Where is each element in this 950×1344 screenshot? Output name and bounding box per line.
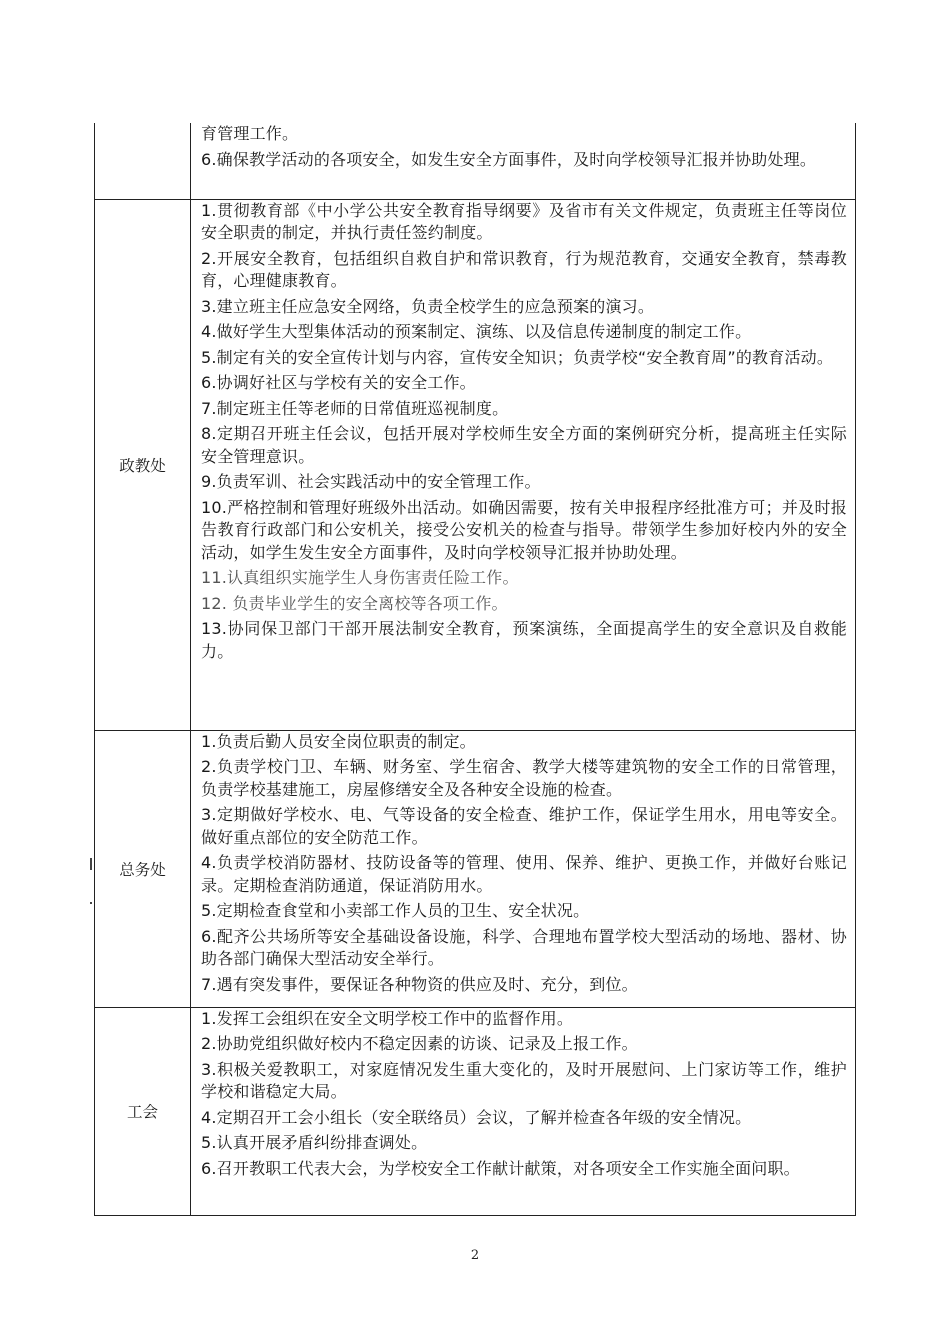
duty-item: 7.制定班主任等老师的日常值班巡视制度。 (201, 398, 509, 418)
duty-item: 9.负责军训、社会实践活动中的安全管理工作。 (201, 472, 541, 491)
duty-item: 3.积极关爱教职工，对家庭情况发生重大变化的，及时开展慰问、上门家访等工作，维护学校和谐稳定大局。 (201, 1059, 847, 1101)
department-name: 政教处 (95, 199, 191, 730)
table-row (95, 1007, 856, 1215)
margin-mark (90, 858, 92, 870)
duties-table-body (95, 123, 856, 1215)
duty-item: 2.负责学校门卫、车辆、财务室、学生宿舍、教学大楼等建筑物的安全工作的日常管理，负责学校基建施工，房屋修缮安全及各种安全设施的检查。 (201, 757, 847, 799)
duty-item: 7.遇有突发事件，要保证各种物资的供应及时、充分，到位。 (201, 974, 638, 994)
duty-item: 1.负责后勤人员安全岗位职责的制定。 (201, 731, 476, 751)
duty-item: 1.贯彻教育部《中小学公共安全教育指导纲要》及省市有关文件规定，负责班主任等岗位安全职责的制定，并执行责任签约制度。 (201, 200, 847, 242)
table-row (95, 123, 856, 199)
duty-item: 3.定期做好学校水、电、气等设备的安全检查、维护工作，保证学生用水，用电等安全。做好重点部位的安全防范工作。 (201, 805, 847, 847)
duty-item: 6.确保教学活动的各项安全，如发生安全方面事件，及时向学校领导汇报并协助处理。 (201, 149, 817, 169)
margin-mark (90, 902, 92, 904)
duties-cell (191, 730, 856, 1007)
duties-cell (191, 123, 856, 199)
duty-item: 11.认真组织实施学生人身伤害责任险工作。 (201, 568, 519, 587)
duty-item: 5.制定有关的安全宣传计划与内容，宣传安全知识；负责学校“安全教育周”的教育活动。 (201, 347, 834, 367)
duty-item: 6.召开教职工代表大会，为学校安全工作献计献策，对各项安全工作实施全面问职。 (201, 1158, 800, 1178)
department-name (95, 123, 191, 199)
duty-item: 4.负责学校消防器材、技防设备等的管理、使用、保养、维护、更换工作，并做好台账记录。定期检查消防通道，保证消防用水。 (201, 853, 847, 895)
duty-item: 13.协同保卫部门干部开展法制安全教育，预案演练，全面提高学生的安全意识及自救能力。 (201, 619, 847, 661)
department-name: 总务处 (95, 730, 191, 1007)
duty-item: 育管理工作。 (201, 124, 299, 143)
duty-item: 4.定期召开工会小组长（安全联络员）会议，了解并检查各年级的安全情况。 (201, 1107, 752, 1127)
duties-table (94, 123, 856, 1216)
duty-item: 4.做好学生大型集体活动的预案制定、演练、以及信息传递制度的制定工作。 (201, 322, 752, 341)
table-row (95, 199, 856, 730)
duties-cell (191, 1007, 856, 1215)
table-row (95, 730, 856, 1007)
duty-item: 2.协助党组织做好校内不稳定因素的访谈、记录及上报工作。 (201, 1034, 638, 1053)
department-name: 工会 (95, 1007, 191, 1215)
duty-item: 2.开展安全教育，包括组织自救自护和常识教育，行为规范教育，交通安全教育，禁毒教育，心理健康教育。 (201, 248, 847, 290)
duty-item: 6.配齐公共场所等安全基础设备设施，科学、合理地布置学校大型活动的场地、器材、协助各部门确保大型活动安全举行。 (201, 926, 847, 968)
page-number: 2 (470, 1248, 480, 1263)
duty-item: 8.定期召开班主任会议，包括开展对学校师生安全方面的案例研究分析，提高班主任实际安全管理意识。 (201, 424, 847, 466)
duty-item: 5.认真开展矛盾纠纷排查调处。 (201, 1133, 428, 1152)
duties-cell (191, 199, 856, 730)
duty-item: 6.协调好社区与学校有关的安全工作。 (201, 373, 476, 392)
duty-item: 1.发挥工会组织在安全文明学校工作中的监督作用。 (201, 1008, 574, 1028)
duty-item: 5.定期检查食堂和小卖部工作人员的卫生、安全状况。 (201, 901, 590, 920)
duty-item: 10.严格控制和管理好班级外出活动。如确因需要，按有关申报程序经批准方可；并及时报告教育行政部门和公安机关，接受公安机关的检查与指导。带领学生参加好校内外的安全活动，如学生发生安全方面事件，及时向学校领导汇报并协助处理。 (201, 497, 847, 562)
duty-item: 12. 负责毕业学生的安全离校等各项工作。 (201, 593, 508, 613)
duty-item: 3.建立班主任应急安全网络，负责全校学生的应急预案的演习。 (201, 296, 655, 316)
